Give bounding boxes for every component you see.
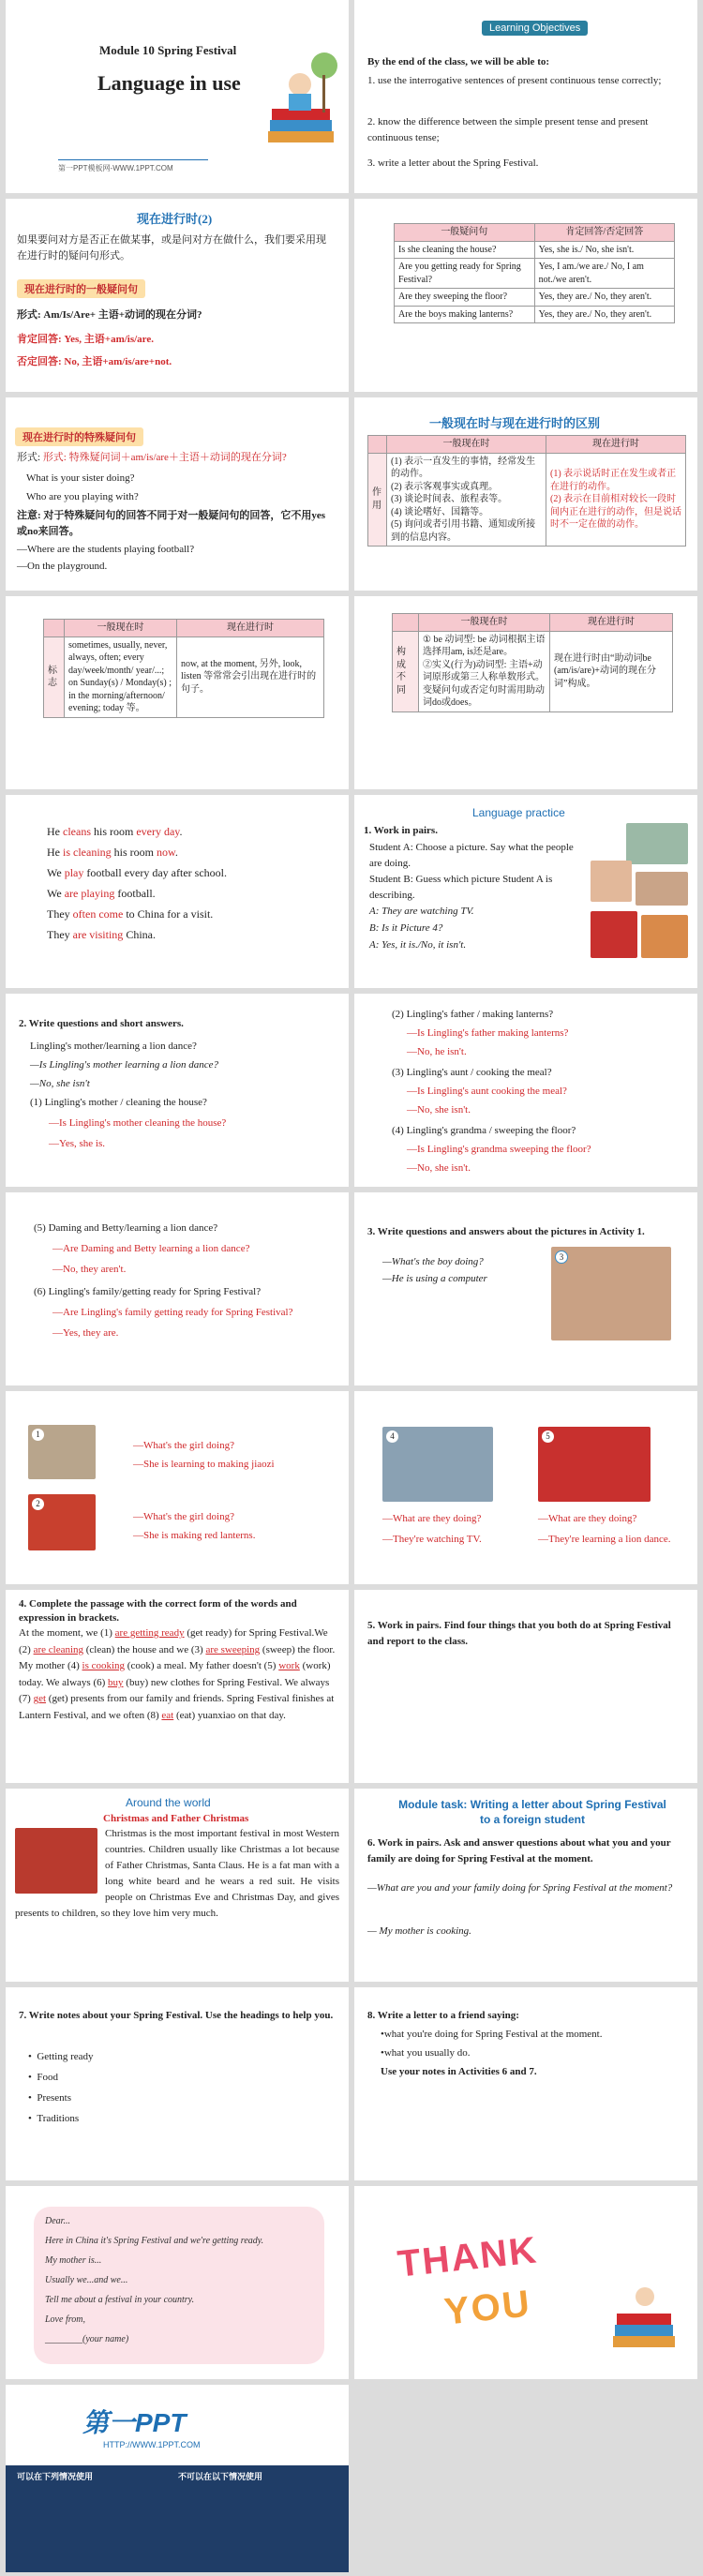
example-question: —Is Lingling's mother learning a lion dance? xyxy=(30,1059,218,1071)
table-header: 现在进行时 xyxy=(546,436,686,454)
row-label: 标志 xyxy=(44,637,65,717)
reading-student-illustration xyxy=(259,37,343,169)
example-3: —Where are the students playing football? xyxy=(17,544,195,555)
slide-1 xyxy=(6,0,349,193)
question: —What are they doing? xyxy=(382,1513,482,1524)
table-header: 现在进行时 xyxy=(177,620,324,637)
bullet: •what you're doing for Spring Festival at the moment. xyxy=(381,2029,603,2040)
slide-20 xyxy=(354,1789,697,1982)
table-header: 一般现在时 xyxy=(65,620,177,637)
task-heading: 3. Write questions and answers about the pictures in Activity 1. xyxy=(367,1226,645,1237)
answer: — My mother is cooking. xyxy=(367,1925,471,1937)
page-title: Language in use xyxy=(97,71,241,95)
slide-7 xyxy=(6,596,349,789)
task-heading: 8. Write a letter to a friend saying: xyxy=(367,2010,519,2021)
row-label: 构成不同 xyxy=(393,631,419,711)
topic-label: 现在进行时的特殊疑问句 xyxy=(15,427,143,446)
reading-title: Christmas and Father Christmas xyxy=(103,1813,249,1824)
slide-4 xyxy=(354,199,697,392)
letter-line: Dear... xyxy=(45,2216,70,2226)
books-illustration xyxy=(607,2280,682,2364)
heading-item: • Presents xyxy=(28,2092,72,2104)
slide-8 xyxy=(354,596,697,789)
prompt-4: (4) Lingling's grandma / sweeping the floor? xyxy=(392,1125,576,1136)
objectives-intro: By the end of the class, we will be able to: xyxy=(367,56,550,67)
example-sentence: We are playing football. xyxy=(47,887,156,900)
example-sentence: He is cleaning his room now. xyxy=(47,846,178,859)
question: —What's the girl doing? xyxy=(133,1511,234,1522)
answer: —She is learning to making jiaozi xyxy=(133,1459,275,1470)
section-title: Language practice xyxy=(472,806,565,819)
question: —What are they doing? xyxy=(538,1513,637,1524)
panel-heading: 可以在下列情况使用 xyxy=(17,2472,94,2481)
bullet: •what you usually do. xyxy=(381,2047,471,2059)
answer-short: —Yes, they are. xyxy=(52,1327,119,1339)
yes-no-table xyxy=(394,223,675,323)
module-heading: Module 10 Spring Festival xyxy=(99,43,237,57)
task-heading: 5. Work in pairs. Find four things that you both do at Spring Festival and report to the class. xyxy=(367,1620,671,1647)
form-rule: 形式: 形式: 特殊疑问词＋am/is/are＋主语＋动词的现在分词? xyxy=(17,452,287,463)
table-cell: Yes, they are./ No, they aren't. xyxy=(534,289,674,307)
task-heading: 1. Work in pairs. xyxy=(364,825,438,836)
section-title: 现在进行时(2) xyxy=(137,212,213,226)
example-sentence: They often come to China for a visit. xyxy=(47,907,214,921)
slide-24 xyxy=(354,2186,697,2379)
question: —What are you and your family doing for Spring Festival at the moment? xyxy=(367,1882,673,1894)
letter-line: My mother is... xyxy=(45,2255,102,2266)
example-sentence: He cleans his room every day. xyxy=(47,825,183,838)
heading-item: • Traditions xyxy=(28,2113,80,2124)
table-cell: Yes, she is./ No, she isn't. xyxy=(534,241,674,259)
dialogue-line: A: They are watching TV. xyxy=(369,906,474,917)
slide-2 xyxy=(354,0,697,193)
site-label: 第一PPT模板网-WWW.1PPT.COM xyxy=(58,164,173,172)
task-heading: 6. Work in pairs. Ask and answer questions about what you and your family are doing for Spring Festival at the moment. xyxy=(367,1837,671,1865)
table-cell: Yes, they are./ No, they aren't. xyxy=(534,306,674,323)
letter-line: ________(your name) xyxy=(45,2334,129,2344)
slide-22 xyxy=(354,1987,697,2180)
negative-rule: 否定回答: No, 主语+am/is/are+not. xyxy=(17,356,172,367)
slide-13 xyxy=(6,1192,349,1385)
answer: —He is using a computer xyxy=(382,1273,487,1284)
picture-number: 3 xyxy=(555,1251,568,1264)
objectives-badge: Learning Objectives xyxy=(482,21,588,36)
note-text: 注意: 对于特殊疑问句的回答不同于对一般疑问句的回答，它不用yes或no来回答。 xyxy=(17,510,326,537)
picture-number: 2 xyxy=(32,1498,44,1510)
answer-short: —No, they aren't. xyxy=(52,1264,127,1275)
table-header: 一般疑问句 xyxy=(395,224,535,242)
example-sentences xyxy=(47,823,227,947)
photo-boy xyxy=(636,872,688,906)
logo-url: HTTP://WWW.1PPT.COM xyxy=(103,2440,201,2449)
answer-question: —Are Daming and Betty learning a lion dance? xyxy=(52,1243,250,1254)
task-heading: 2. Write questions and short answers. xyxy=(19,1018,184,1029)
dialogue-line: A: Yes, it is./No, it isn't. xyxy=(369,939,467,951)
photo-boy-computer xyxy=(551,1247,671,1340)
table-header: 一般现在时 xyxy=(387,436,546,454)
table-cell: Are you getting ready for Spring Festival? xyxy=(395,259,535,289)
table-cell: sometimes, usually, never, always, often; every day/week/month/ year/...; on Sunday(s) / Monday(s) ; in the morning/afternoon/ evening; today 等。 xyxy=(65,637,177,717)
marker-table xyxy=(43,619,324,718)
slide-12 xyxy=(354,994,697,1187)
dialogue-line: B: Is it Picture 4? xyxy=(369,922,443,934)
table-cell: (1) 表示说话时正在发生或者正在进行的动作。 (2) 表示在目前相对较长一段时间内正在进行的动作，但是说话时不一定在做的动作。 xyxy=(546,453,686,547)
table-cell: Are the boys making lanterns? xyxy=(395,306,535,323)
answer: —She is making red lanterns. xyxy=(133,1530,256,1541)
table-cell: Yes, I am./we are./ No, I am not./we aren't. xyxy=(534,259,674,289)
answer-short: —No, he isn't. xyxy=(407,1046,467,1057)
example-2: Who are you playing with? xyxy=(26,491,139,502)
comparison-table xyxy=(367,435,686,547)
slide-16 xyxy=(354,1391,697,1584)
prompt-5: (5) Daming and Betty/learning a lion dance? xyxy=(34,1222,218,1234)
letter-line: Usually we...and we... xyxy=(45,2275,128,2285)
objective-item: 2. know the difference between the simple present tense and present continuous tense; xyxy=(367,116,649,143)
question: —What's the boy doing? xyxy=(382,1256,484,1267)
photo-lion-dance xyxy=(591,911,637,958)
table-header: 肯定回答/否定回答 xyxy=(534,224,674,242)
slide-5 xyxy=(6,397,349,591)
prompt-1: (1) Lingling's mother / cleaning the house? xyxy=(30,1097,207,1108)
table-header: 现在进行时 xyxy=(550,614,673,632)
table-cell: (1) 表示一直发生的事情，经常发生的动作。 (2) 表示客观事实或真理。 (3) 谈论时间表、旅程表等。 (4) 谈论嗜好、国籍等。 (5) 询问或者引用书籍、通知或所接到的信息内容。 xyxy=(387,453,546,547)
example-1: What is your sister doing? xyxy=(26,472,135,484)
photo-kitchen xyxy=(626,823,688,864)
slide-10 xyxy=(354,795,697,988)
instruction: Student A: Choose a picture. Say what the people are doing. xyxy=(369,842,574,869)
slide-6 xyxy=(354,397,697,591)
instruction: Student B: Guess which picture Student A is describing. xyxy=(369,874,553,901)
slide-14 xyxy=(354,1192,697,1385)
task-heading: 7. Write notes about your Spring Festival. Use the headings to help you. xyxy=(19,2010,334,2021)
answer-question: —Is Lingling's aunt cooking the meal? xyxy=(407,1086,567,1097)
table-cell: Are they sweeping the floor? xyxy=(395,289,535,307)
picture-number: 1 xyxy=(32,1429,44,1441)
slide-15 xyxy=(6,1391,349,1584)
passage: At the moment, we (1) are getting ready (get ready) for Spring Festival.We (2) are cleaning (clean) the house and we (3) are sweeping (sweep) the floor. My mother (4) is cooking (cook) a meal. My father doesn't (5) work (work) today. We always (6) buy (buy) new clothes for Spring Festival. We always (7) get (get) presents from our family and friends. Spring Festival finishes at Lantern Festival, and we often (8) eat (eat) yuanxiao on that day. xyxy=(19,1627,336,1721)
answer-short: —No, she isn't. xyxy=(407,1104,471,1116)
topic-label: 现在进行时的一般疑问句 xyxy=(17,279,145,298)
photo-watching-tv xyxy=(382,1427,493,1502)
letter-line: Love from, xyxy=(45,2314,85,2325)
task-heading: 4. Complete the passage with the correct form of the words and expression in brackets. xyxy=(19,1598,297,1624)
example-4: —On the playground. xyxy=(17,561,108,572)
thank-word: THANK xyxy=(396,2229,540,2285)
question: —What's the girl doing? xyxy=(133,1440,234,1451)
intro-text: 如果要问对方是否正在做某事，或是问对方在做什么，我们要采用现在进行时的疑问句形式。 xyxy=(17,234,326,262)
slide-23 xyxy=(6,2186,349,2379)
answer-short: —No, she isn't. xyxy=(407,1162,471,1174)
slide-17 xyxy=(6,1590,349,1783)
example-sentence: We play football every day after school. xyxy=(47,866,227,879)
slide-21 xyxy=(6,1987,349,2180)
slide-18 xyxy=(354,1590,697,1783)
logo: 第一PPT xyxy=(82,2408,187,2437)
picture-number: 5 xyxy=(542,1430,554,1443)
example-answer: —No, she isn't xyxy=(30,1078,90,1089)
instruction: Use your notes in Activities 6 and 7. xyxy=(381,2066,537,2077)
letter-line: Tell me about a festival in your country. xyxy=(45,2295,195,2305)
photo-family xyxy=(591,861,632,902)
example-prompt: Lingling's mother/learning a lion dance? xyxy=(30,1041,197,1052)
answer-short: —Yes, she is. xyxy=(49,1138,106,1149)
answer-question: —Is Lingling's mother cleaning the house? xyxy=(49,1117,227,1129)
section-title: Around the world xyxy=(126,1796,211,1809)
section-title: 一般现在时与现在进行时的区别 xyxy=(429,416,601,430)
slide-11 xyxy=(6,994,349,1187)
prompt-3: (3) Lingling's aunt / cooking the meal? xyxy=(392,1067,552,1078)
answer: —They're learning a lion dance. xyxy=(538,1534,671,1545)
letter-line: Here in China it's Spring Festival and we're getting ready. xyxy=(45,2236,264,2246)
answer-question: —Is Lingling's grandma sweeping the floor? xyxy=(407,1144,591,1155)
letter-template xyxy=(45,2214,263,2352)
answer: —They're watching TV. xyxy=(382,1534,482,1545)
heading-item: • Getting ready xyxy=(28,2051,94,2062)
reading-passage: Christmas is the most important festival in most Western countries. Children usually like Christmas a lot because of Father Christmas, Santa Claus. He is a fat man with a long white beard and he wears a red suit. He visits people on Christmas Eve and Christmas Day, and gives presents to children, so they love him very much. xyxy=(15,1828,339,1920)
heading-item: • Food xyxy=(28,2072,58,2083)
structure-table xyxy=(392,613,673,712)
table-cell: now, at the moment, 另外, look, listen 等常常会引出现在进行时的句子。 xyxy=(177,637,324,717)
positive-rule: 肯定回答: Yes, 主语+am/is/are. xyxy=(17,334,154,345)
slide-9 xyxy=(6,795,349,988)
slide-25 xyxy=(6,2385,349,2572)
photo-lanterns xyxy=(641,915,688,958)
table-cell: ① be 动词型: be 动词根据主语选择用am, is还是are。 ②实义(行为)动词型: 主语+动词原形或第三人称单数形式。变疑问句或否定句时需用助动词do或does。 xyxy=(419,631,550,711)
slide-3 xyxy=(6,199,349,392)
blank-cell xyxy=(354,2385,697,2572)
prompt-6: (6) Lingling's family/getting ready for Spring Festival? xyxy=(34,1286,262,1297)
divider xyxy=(58,159,208,160)
form-rule: 形式: Am/Is/Are+ 主语+动词的现在分词? xyxy=(17,309,202,321)
section-title: Module task: Writing a letter about Spring Festival to a foreign student xyxy=(398,1798,666,1826)
example-sentence: They are visiting China. xyxy=(47,928,156,941)
panel-heading: 不可以在以下情况使用 xyxy=(178,2472,263,2481)
prompt-2: (2) Lingling's father / making lanterns? xyxy=(392,1009,554,1020)
table-cell: Is she cleaning the house? xyxy=(395,241,535,259)
photo-lion-dance xyxy=(538,1427,651,1502)
you-word: YOU xyxy=(441,2283,533,2333)
answer-question: —Is Lingling's father making lanterns? xyxy=(407,1027,569,1039)
table-header: 一般现在时 xyxy=(419,614,550,632)
picture-number: 4 xyxy=(386,1430,398,1443)
slide-19 xyxy=(6,1789,349,1982)
objective-item: 3. write a letter about the Spring Festival. xyxy=(367,157,539,169)
table-cell: 现在进行时由“助动词be (am/is/are)+动词的现在分词”构成。 xyxy=(550,631,673,711)
answer-question: —Are Lingling's family getting ready for Spring Festival? xyxy=(52,1307,293,1318)
objective-item: 1. use the interrogative sentences of present continuous tense correctly; xyxy=(367,75,662,86)
row-label: 作用 xyxy=(368,453,387,547)
